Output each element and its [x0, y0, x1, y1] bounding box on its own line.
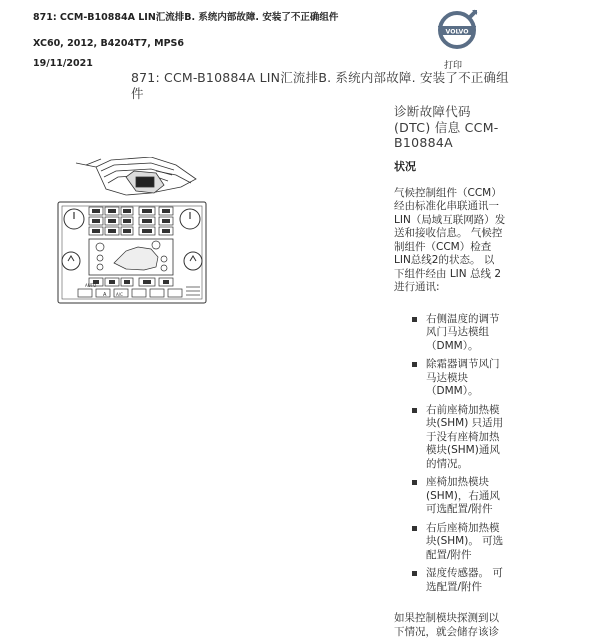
- list-item-line: 除霜器调节风门: [426, 358, 516, 372]
- auto-label: AUTO: [85, 283, 96, 288]
- volvo-logo: [436, 9, 478, 51]
- list-item-line: 风门马达模组: [426, 326, 516, 340]
- outro-line: 下情况，就会储存该诊: [394, 626, 516, 639]
- outro-line: 如果控制模块探测到以: [394, 612, 516, 626]
- list-item-line: 配置/附件: [426, 549, 516, 563]
- list-item-line: （DMM）。: [426, 385, 516, 399]
- list-item-line: 模块(SHM)通风: [426, 444, 516, 458]
- dtc-heading-line: B10884A: [394, 135, 516, 151]
- outro-paragraph: [394, 612, 516, 639]
- list-item-line: 湿度传感器。 可: [426, 567, 516, 581]
- intro-line: LIN总线2的状态。 以: [394, 254, 516, 268]
- bullet-icon: [412, 526, 417, 531]
- header-title: 871: CCM-B10884A LIN汇流排B. 系统内部故障. 安装了不正确组件: [33, 9, 338, 23]
- list-item: [412, 567, 516, 594]
- list-item: [412, 476, 516, 517]
- dtc-heading-line: 诊断故障代码: [394, 104, 516, 120]
- intro-line: LIN（局域互联网路）发: [394, 214, 516, 228]
- a-label: A: [103, 292, 107, 298]
- list-item-line: （DMM）。: [426, 340, 516, 354]
- list-item-line: 于没有座椅加热: [426, 431, 516, 445]
- list-item-line: 块(SHM) 只适用: [426, 417, 516, 431]
- intro-line: 经由标准化串联通讯一: [394, 200, 516, 214]
- list-item-line: 可选配置/附件: [426, 503, 516, 517]
- bullet-icon: [412, 571, 417, 576]
- print-date: 19/11/2021: [33, 58, 93, 69]
- list-item: [412, 522, 516, 563]
- climate-control-panel-illustration: [56, 157, 208, 305]
- document-title-line: 件: [131, 86, 531, 102]
- list-item-line: 块(SHM)。 可选: [426, 535, 516, 549]
- list-item: [412, 404, 516, 472]
- vehicle-info: XC60, 2012, B4204T7, MPS6: [33, 38, 184, 49]
- logo-text: VOLVO: [446, 28, 469, 35]
- list-item-line: 右后座椅加热模: [426, 522, 516, 536]
- bullet-icon: [412, 480, 417, 485]
- list-item-line: 座椅加热模块: [426, 476, 516, 490]
- list-item: [412, 313, 516, 354]
- list-item-line: 右前座椅加热模: [426, 404, 516, 418]
- intro-paragraph: [394, 187, 516, 295]
- dtc-heading: [394, 104, 516, 151]
- document-title-line: 871: CCM-B10884A LIN汇流排B. 系统内部故障. 安装了不正确组: [131, 70, 531, 86]
- print-link[interactable]: 打印: [444, 58, 462, 71]
- intro-line: 下组件经由 LIN 总线 2: [394, 268, 516, 282]
- bullet-icon: [412, 317, 417, 322]
- intro-line: 进行通讯:: [394, 281, 516, 295]
- document-title: [131, 70, 531, 102]
- list-item-line: 的情况。: [426, 458, 516, 472]
- intro-line: 制组件（CCM）检查: [394, 241, 516, 255]
- list-item-line: (SHM)，右通风: [426, 490, 516, 504]
- dtc-heading-line: (DTC) 信息 CCM-: [394, 120, 516, 136]
- bullet-icon: [412, 408, 417, 413]
- status-heading: 状况: [394, 158, 516, 174]
- component-list: [394, 313, 516, 595]
- dtc-info-column: [394, 104, 516, 639]
- list-item: [412, 358, 516, 399]
- intro-line: 送和接收信息。 气候控: [394, 227, 516, 241]
- list-item-line: 选配置/附件: [426, 581, 516, 595]
- intro-line: 气候控制组件（CCM）: [394, 187, 516, 201]
- bullet-icon: [412, 362, 417, 367]
- list-item-line: 马达模块: [426, 372, 516, 386]
- list-item-line: 右侧温度的调节: [426, 313, 516, 327]
- ac-label: A/C: [116, 292, 123, 297]
